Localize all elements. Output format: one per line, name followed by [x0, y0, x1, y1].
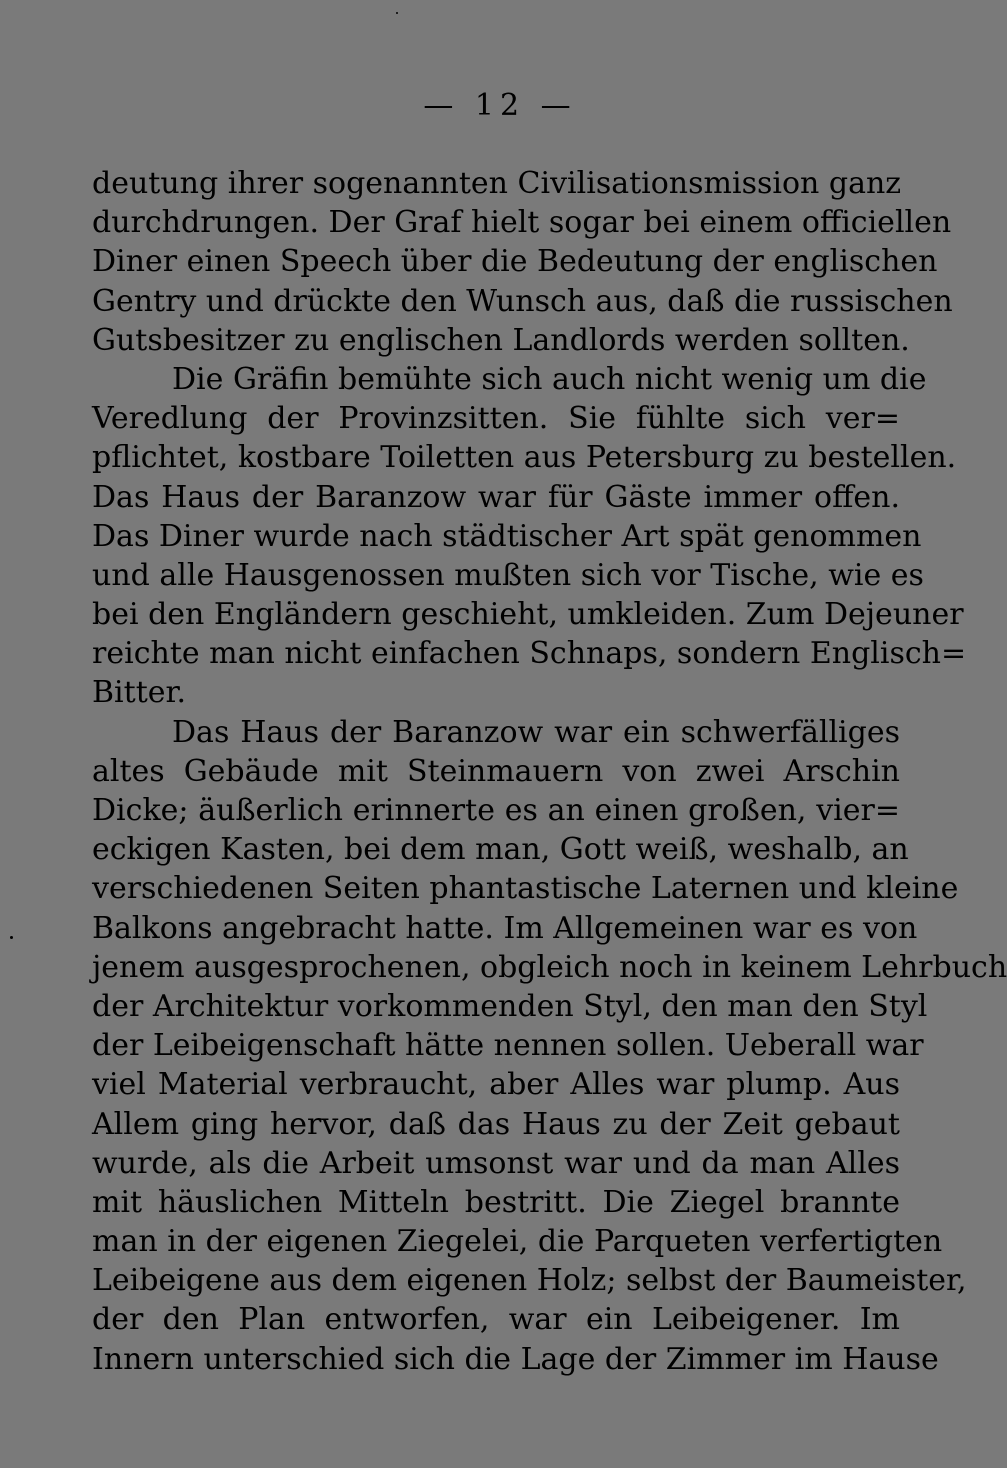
paragraph-first-line: Das Haus der Baranzow war ein schwerfälliges [172, 714, 900, 750]
text-line: wurde, als die Arbeit umsonst war und da man Alles [92, 1145, 900, 1181]
text-line: Allem ging hervor, daß das Haus zu der Zeit gebaut [92, 1106, 900, 1142]
text-line: Bitter. [92, 675, 187, 711]
text-line: eckigen Kasten, bei dem man, Gott weiß, weshalb, an [92, 832, 909, 868]
text-line: man in der eigenen Ziegelei, die Parqueten verfertigten [92, 1224, 943, 1260]
text-line: altes Gebäude mit Steinmauern von zwei Arschin [92, 753, 900, 789]
text-line: Leibeigene aus dem eigenen Holz; selbst der Baumeister, [92, 1263, 967, 1299]
text-line: pflichtet, kostbare Toiletten aus Petersburg zu bestellen. [92, 440, 957, 476]
text-line: Das Diner wurde nach städtischer Art spät genommen [92, 518, 922, 554]
text-line: mit häuslichen Mitteln bestritt. Die Ziegel brannte [92, 1184, 900, 1220]
text-line: der Architektur vorkommenden Styl, den man den Styl [92, 988, 928, 1024]
text-line: Gentry und drückte den Wunsch aus, daß die russischen [92, 283, 953, 319]
text-line: der Leibeigenschaft hätte nennen sollen. Ueberall war [92, 1028, 924, 1064]
text-line: Gutsbesitzer zu englischen Landlords werden sollten. [92, 322, 910, 358]
text-line: jenem ausgesprochenen, obgleich noch in keinem Lehrbuch [92, 949, 1007, 985]
text-line: Diner einen Speech über die Bedeutung der englischen [92, 244, 938, 280]
text-line: reichte man nicht einfachen Schnaps, sondern Englisch= [92, 636, 967, 672]
text-line: Veredlung der Provinzsitten. Sie fühlte sich ver= [92, 401, 900, 437]
scan-speck [396, 12, 398, 14]
text-line: Dicke; äußerlich erinnerte es an einen großen, vier= [92, 793, 900, 828]
page-number: — 12 — [423, 88, 577, 123]
text-line: viel Material verbraucht, aber Alles war plump. Aus [92, 1067, 900, 1103]
text-line: verschiedenen Seiten phantastische Laternen und kleine [92, 871, 959, 907]
body-text [92, 164, 1007, 1379]
text-line: Balkons angebracht hatte. Im Allgemeinen war es von [92, 910, 918, 946]
text-line: deutung ihrer sogenannten Civilisationsmission ganz [92, 166, 902, 201]
text-line: der den Plan entworfen, war ein Leibeigener. Im [92, 1302, 900, 1338]
text-line: Innern unterschied sich die Lage der Zimmer im Hause [92, 1341, 939, 1377]
text-line: bei den Engländern geschieht, umkleiden. Zum Dejeuner [92, 597, 964, 633]
text-line: Das Haus der Baranzow war für Gäste immer offen. [92, 479, 900, 515]
text-line: durchdrungen. Der Graf hielt sogar bei einem officiellen [92, 205, 952, 241]
scan-speck [10, 936, 13, 939]
paragraph-first-line: Die Gräfin bemühte sich auch nicht wenig um die [172, 361, 927, 397]
text-line: und alle Hausgenossen mußten sich vor Tische, wie es [92, 557, 924, 593]
